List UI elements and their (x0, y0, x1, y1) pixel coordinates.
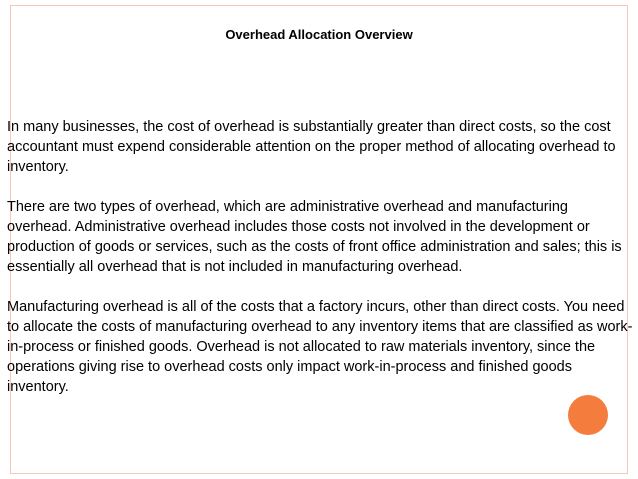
frame-bottom-border (10, 473, 628, 474)
slide-body (7, 117, 633, 397)
slide-title: Overhead Allocation Overview (225, 27, 413, 42)
accent-circle-decoration (568, 395, 608, 435)
paragraph-intro: In many businesses, the cost of overhead is substantially greater than direct costs, so the cost accountant must expend considerable attention on the proper method of allocating overhead to inventory. (7, 119, 616, 175)
paragraph-manufacturing-overhead: Manufacturing overhead is all of the costs that a factory incurs, other than direct costs. You need to allocate the costs of manufacturing overhead to any inventory items that are classified as work-in-process or finished goods. Overhead is not allocated to raw materials inventory, since the operations giving rise to overhead costs only impact work-in-process and finished goods inventory. (7, 299, 633, 395)
frame-top-border (10, 5, 628, 6)
paragraph-overhead-types: There are two types of overhead, which are administrative overhead and manufacturing overhead. Administrative overhead includes those costs not involved in the development or production of goods or services, such as the costs of front office administration and sales; this is essentially all overhead that is not included in manufacturing overhead. (7, 199, 622, 275)
